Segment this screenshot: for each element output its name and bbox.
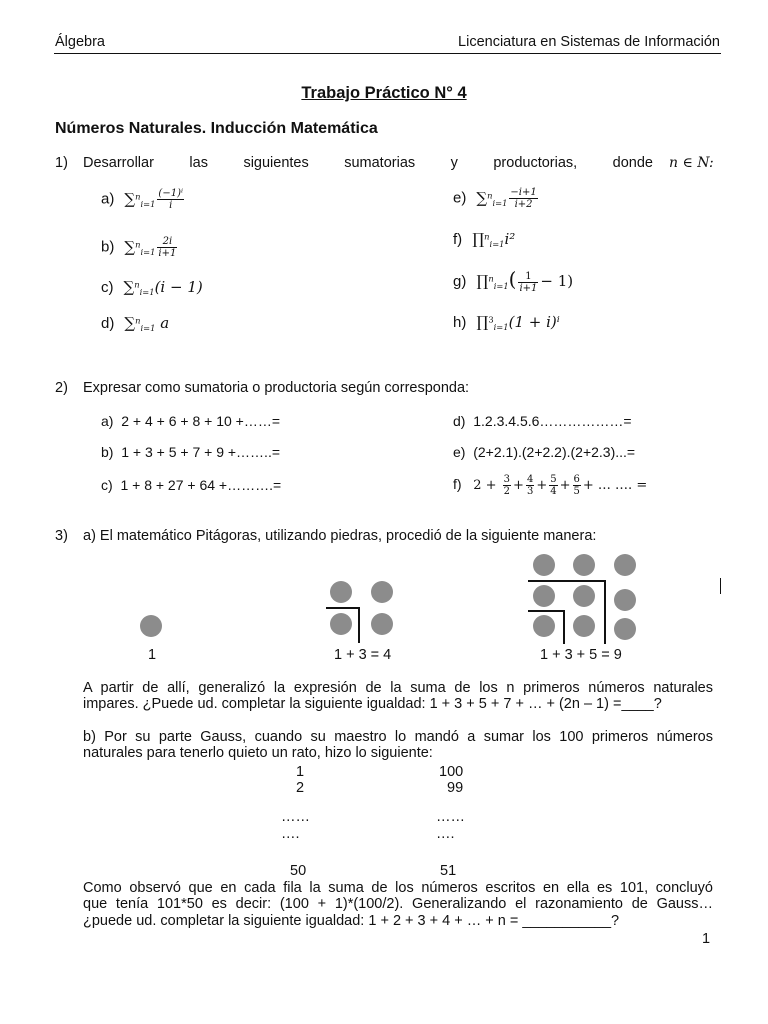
ex3-number: 3) bbox=[55, 528, 68, 544]
gauss-left-value: …. bbox=[281, 826, 300, 842]
header-degree: Licenciatura en Sistemas de Información bbox=[458, 34, 720, 50]
ex1-condition: n ∈ N: bbox=[669, 155, 714, 171]
gauss-right-value: 99 bbox=[447, 780, 464, 796]
stone bbox=[533, 615, 555, 637]
ex2-item-b: b) 1 + 3 + 5 + 7 + 9 +……..= bbox=[101, 444, 281, 460]
ex3-paragraph-c-line1: Como observó que en cada fila la suma de los números escritos en ella es 101, concluyó bbox=[83, 880, 713, 896]
gauss-right-value: 100 bbox=[439, 764, 464, 780]
gnomon-line bbox=[528, 610, 565, 612]
gnomon-line bbox=[358, 607, 360, 643]
stone bbox=[371, 613, 393, 635]
stone bbox=[533, 585, 555, 607]
ex2-item-c: c) 1 + 8 + 27 + 64 +……….= bbox=[101, 477, 282, 493]
page-title: Trabajo Práctico N° 4 bbox=[301, 84, 467, 102]
text-cursor bbox=[720, 578, 721, 594]
caption-2: 1 + 3 = 4 bbox=[334, 647, 392, 663]
ex1-item-b: b) ∑$^n_{i=1}$ $\frac{2i}{i+1}$ bbox=[101, 236, 177, 259]
gauss-right-value: …. bbox=[436, 826, 455, 842]
stone bbox=[140, 615, 162, 637]
stone bbox=[614, 554, 636, 576]
caption-1: 1 bbox=[148, 647, 157, 663]
stone bbox=[614, 618, 636, 640]
ex1-item-h: h) ∏$^3_{i=1}$(1 + i)ⁱ bbox=[453, 313, 560, 332]
stone bbox=[573, 615, 595, 637]
gauss-left-value: 50 bbox=[290, 863, 307, 879]
gauss-left-value: 2 bbox=[296, 780, 305, 796]
gnomon-line bbox=[528, 580, 606, 582]
gauss-right-value: …… bbox=[436, 809, 465, 825]
ex3-intro: a) El matemático Pitágoras, utilizando piedras, procedió de la siguiente manera: bbox=[83, 528, 597, 544]
stone bbox=[614, 589, 636, 611]
ex1-item-e: e) ∑$^n_{i=1}$ $\frac{-i+1}{i+2}$ bbox=[453, 187, 537, 210]
ex2-item-d: d) 1.2.3.4.5.6………………= bbox=[453, 413, 632, 429]
ex3-paragraph-a-line2: impares. ¿Puede ud. completar la siguiente igualdad: 1 + 3 + 5 + 7 + … + (2n – 1) =____? bbox=[83, 696, 662, 712]
gnomon-line bbox=[604, 580, 606, 644]
ex1-prompt: Desarrollar las siguientes sumatorias y productorias, donde bbox=[83, 155, 653, 171]
ex3-paragraph-a-line1: A partir de allí, generalizó la expresión de la suma de los n primeros números naturales bbox=[83, 680, 713, 696]
gnomon-line bbox=[326, 607, 360, 609]
page-number: 1 bbox=[702, 931, 711, 947]
ex1-item-c: c) ∑$^n_{i=1}$(i − 1) bbox=[101, 278, 203, 297]
caption-3: 1 + 3 + 5 = 9 bbox=[540, 647, 622, 663]
gauss-left-value: 1 bbox=[296, 764, 305, 780]
ex3-paragraph-b-line2: naturales para tenerlo quieto un rato, hizo lo siguiente: bbox=[83, 745, 433, 761]
stone bbox=[330, 581, 352, 603]
stone bbox=[573, 585, 595, 607]
stone bbox=[573, 554, 595, 576]
ex3-paragraph-c-line3: ¿puede ud. completar la siguiente igualdad: 1 + 2 + 3 + 4 + … + n = ___________? bbox=[83, 913, 620, 929]
ex3-paragraph-b-line1: b) Por su parte Gauss, cuando su maestro lo mandó a sumar los 100 primeros números bbox=[83, 729, 713, 745]
stone bbox=[533, 554, 555, 576]
header-rule bbox=[54, 53, 721, 54]
gauss-right-value: 51 bbox=[440, 863, 457, 879]
ex1-item-f: f) ∏$^n_{i=1}$i² bbox=[453, 230, 516, 249]
header-subject: Álgebra bbox=[55, 34, 105, 50]
gauss-left-value: …… bbox=[281, 809, 310, 825]
ex2-item-a: a) 2 + 4 + 6 + 8 + 10 +……= bbox=[101, 413, 281, 429]
ex1-item-d: d) ∑$^n_{i=1}$ a bbox=[101, 314, 170, 333]
section-subtitle: Números Naturales. Inducción Matemática bbox=[55, 120, 378, 137]
ex1-item-a: a) ∑$^n_{i=1}$ $\frac{\text{(−1)ⁱ}}{i}$ bbox=[101, 188, 183, 211]
ex2-item-f: f) 2 + $\frac{3}{2}$ + $\frac{4}{3}$ + $\frac{5}{4}$ + $\frac{6}{5}$ + … …. = bbox=[453, 474, 648, 497]
ex3-paragraph-c-line2: que tenía 101*50 es decir: (100 + 1)*(100/2). Generalizando el razonamiento de Gauss… bbox=[83, 896, 713, 912]
gnomon-line bbox=[563, 610, 565, 644]
stone bbox=[371, 581, 393, 603]
stone bbox=[330, 613, 352, 635]
ex2-prompt: Expresar como sumatoria o productoria según corresponda: bbox=[83, 380, 470, 396]
ex1-item-g: g) ∏$^n_{i=1}$( $\frac{1}{i+1}$ − 1) bbox=[453, 267, 574, 294]
ex2-number: 2) bbox=[55, 380, 68, 396]
ex2-item-e: e) (2+2.1).(2+2.2).(2+2.3)...= bbox=[453, 444, 636, 460]
ex1-number: 1) bbox=[55, 155, 68, 171]
